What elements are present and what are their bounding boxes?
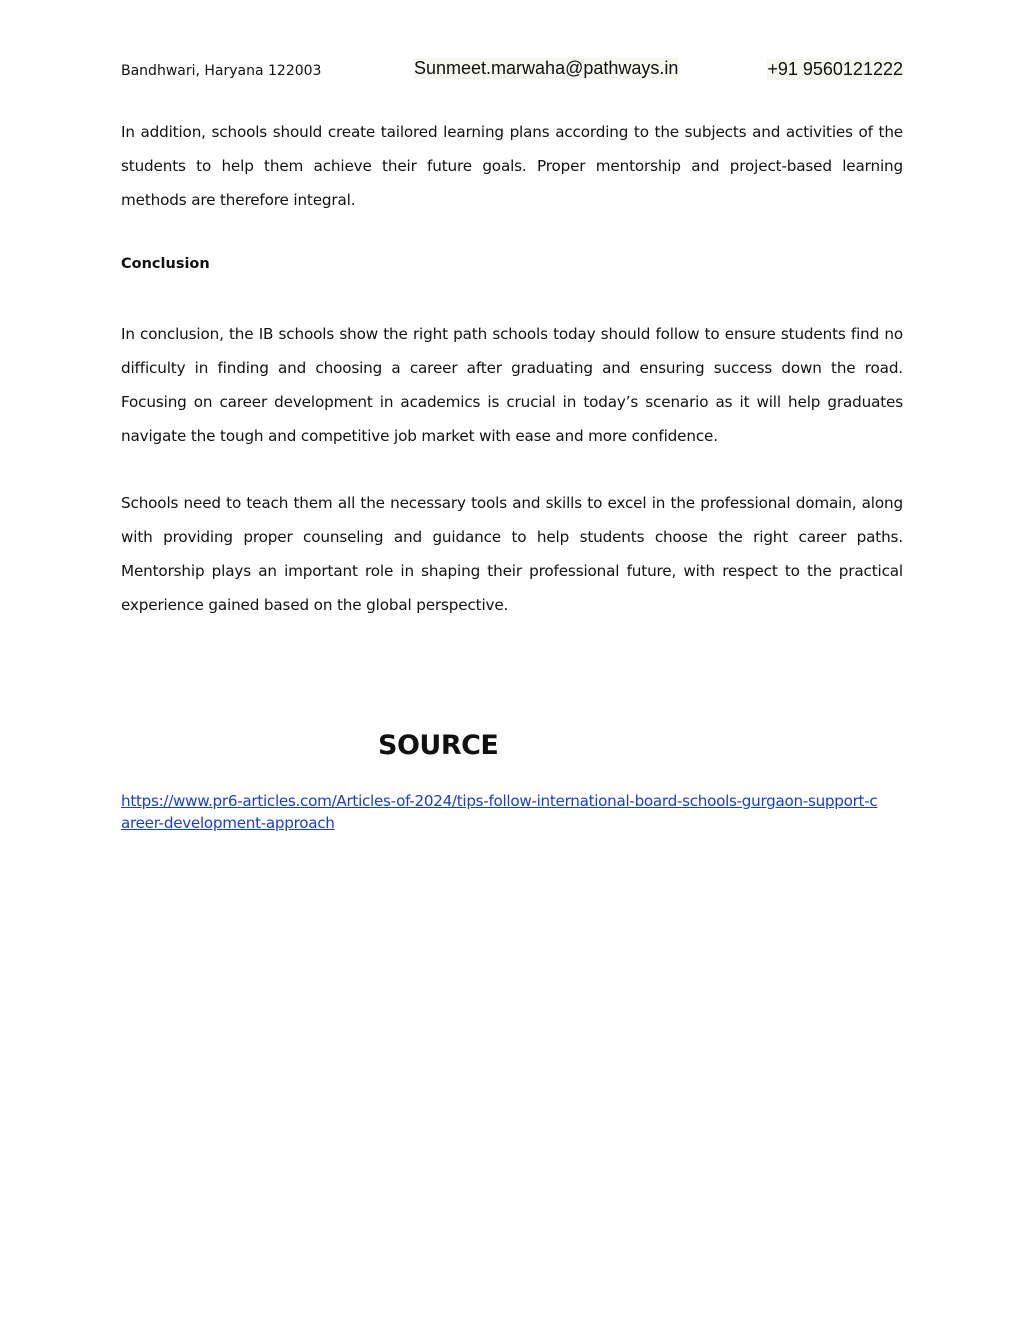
page-header bbox=[0, 58, 1024, 84]
conclusion-heading: Conclusion bbox=[121, 256, 210, 272]
paragraph-learning-plans: In addition, schools should create tailored learning plans according to the subjects and activities of the students to help them achieve their future goals. Proper mentorship and project-based learning methods are therefore integral. bbox=[121, 123, 903, 209]
source-title: SOURCE bbox=[378, 730, 499, 761]
source-link[interactable]: https://www.pr6-articles.com/Articles-of-2024/tips-follow-international-board-schools-gurgaon-support-career-development-approach bbox=[121, 792, 878, 832]
header-email: Sunmeet.marwaha@pathways.in bbox=[414, 58, 679, 78]
header-phone: +91 9560121222 bbox=[767, 59, 903, 79]
header-address: Bandhwari, Haryana 122003 bbox=[121, 63, 322, 79]
paragraph-schools-tools: Schools need to teach them all the necessary tools and skills to excel in the professional domain, along with providing proper counseling and guidance to help students choose the right career paths. Mentorship plays an important role in shaping their professional future, with respect to the practical experience gained based on the global perspective. bbox=[121, 494, 903, 614]
paragraph-conclusion: In conclusion, the IB schools show the right path schools today should follow to ensure students find no difficulty in finding and choosing a career after graduating and ensuring success down the road. Focusing on career development in academics is crucial in today’s scenario as it will help graduates navigate the tough and competitive job market with ease and more confidence. bbox=[121, 325, 903, 445]
